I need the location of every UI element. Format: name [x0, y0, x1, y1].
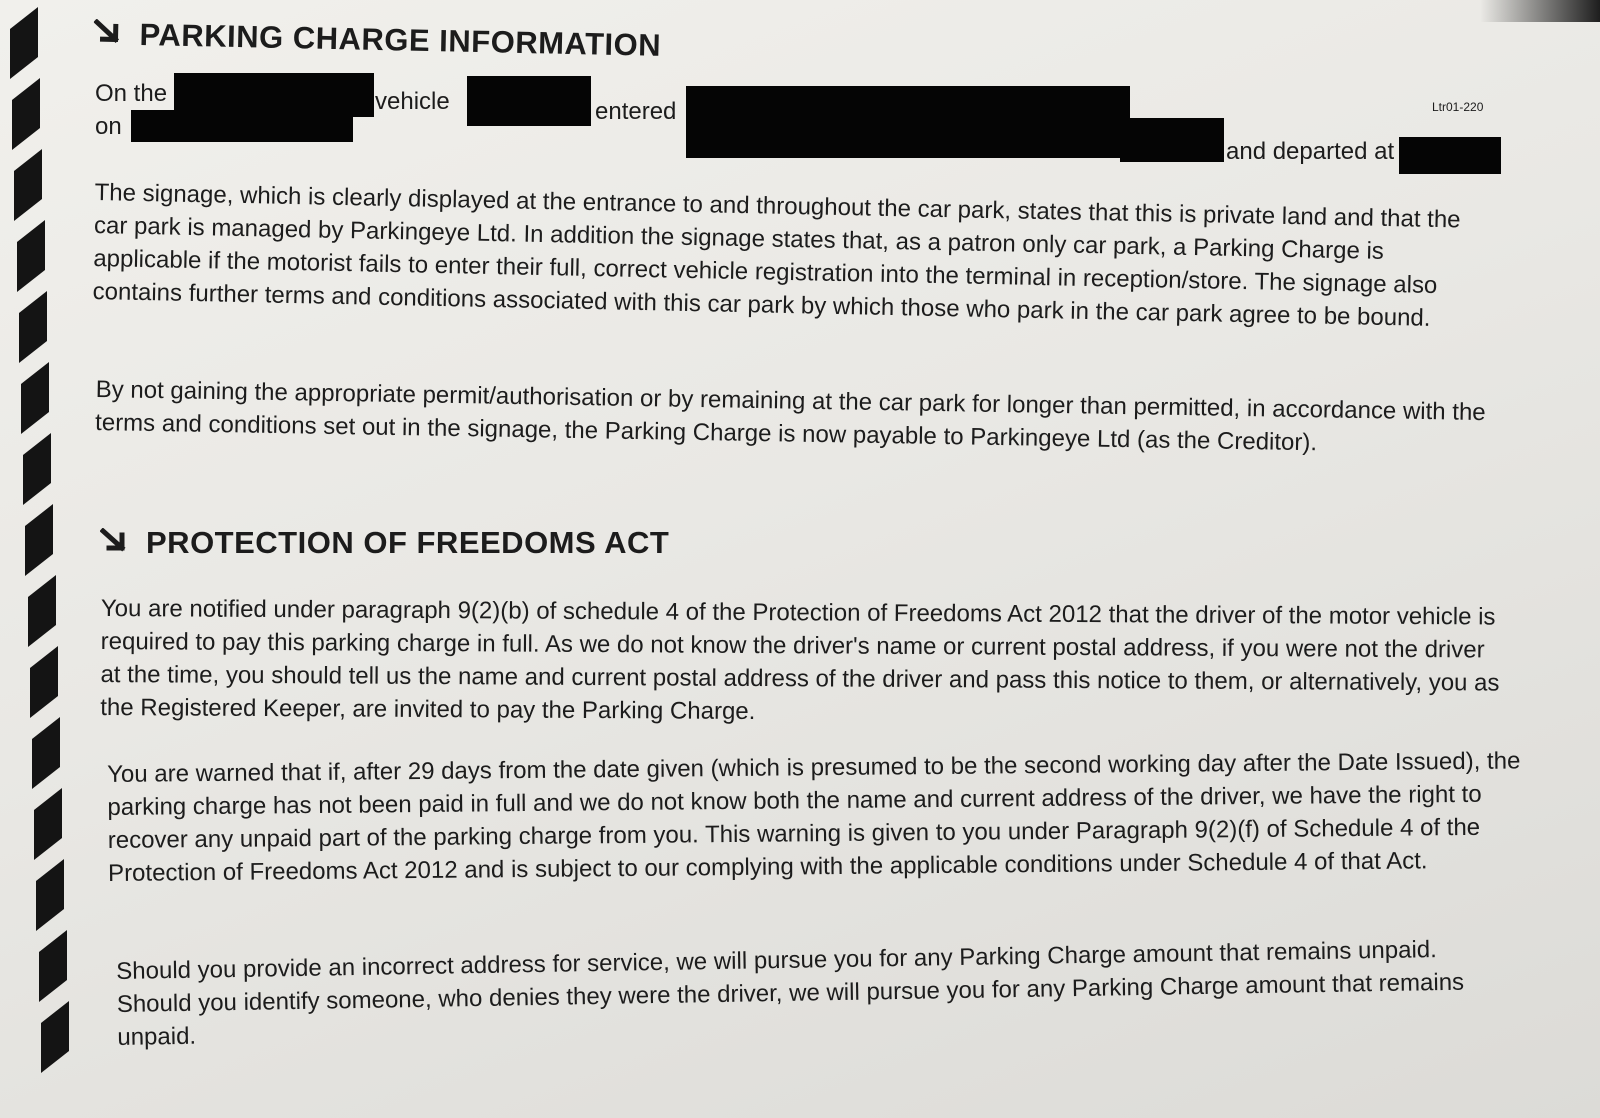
page-edge-shadow: [1480, 0, 1600, 22]
redacted-entry-time: [1120, 118, 1224, 162]
intro-and-departed-at: and departed at: [1226, 138, 1395, 165]
arrow-down-right-icon: [93, 19, 128, 48]
hazard-stripe: [34, 788, 62, 860]
hazard-stripe: [25, 504, 53, 576]
parking-charge-heading: [93, 16, 661, 64]
protection-of-freedoms-heading: [100, 525, 669, 561]
intro-on-the: On the: [95, 80, 168, 107]
redacted-departure-time: [1399, 137, 1501, 174]
redacted-entry-date: [131, 110, 353, 142]
hazard-stripe: [39, 930, 67, 1002]
hazard-stripe: [28, 575, 56, 647]
intro-entered: entered: [595, 98, 677, 125]
hazard-stripe-border: [6, 10, 86, 1118]
keeper-liability-warning-paragraph: You are warned that if, after 29 days from the date given (which is presumed to be the second working day after the Date Issued), the parking charge has not been paid in full and we do not know both the name and current address of the driver, we have the right to recover any unpaid part of the parking charge from you. This warning is given to you under Paragraph 9(2)(f) of Schedule 4 of the Protection of Freedoms Act 2012 and is subject to our complying with the applicable conditions under Schedule 4 of that Act.: [107, 747, 1521, 887]
section-heading-text: PROTECTION OF FREEDOMS ACT: [146, 525, 670, 560]
hazard-stripe: [36, 859, 64, 931]
hazard-stripe: [32, 717, 60, 789]
charge-payable-paragraph: By not gaining the appropriate permit/authorisation or by remaining at the car park for longer than permitted, in accordance with the terms and conditions set out in the signage, the Parking Charge is now payable to Parkingeye Ltd (as the Creditor).: [94, 375, 1486, 457]
hazard-stripe: [17, 220, 45, 292]
redacted-vehicle-registration: [467, 76, 591, 126]
hazard-stripe: [12, 78, 40, 150]
hazard-stripe: [30, 646, 58, 718]
incorrect-address-paragraph: Should you provide an incorrect address for service, we will pursue you for any Parking Charge amount that remains unpaid. Should you identify someone, who denies they were the driver, we will pursue you for any Parking Charge amount that remains unpaid.: [116, 936, 1465, 1051]
redacted-car-park-location: [686, 86, 1130, 158]
letter-reference-code: Ltr01-220: [1432, 100, 1484, 114]
section-heading-text: PARKING CHARGE INFORMATION: [139, 16, 662, 63]
hazard-stripe: [21, 362, 49, 434]
hazard-stripe: [23, 433, 51, 505]
hazard-stripe: [14, 149, 42, 221]
intro-vehicle: vehicle: [375, 88, 450, 115]
hazard-stripe: [10, 7, 38, 79]
hazard-stripe: [19, 291, 47, 363]
signage-paragraph: The signage, which is clearly displayed at the entrance to and throughout the car park, states that this is private land and that the car park is managed by Parkingeye Ltd. In addition the signage states that, as a patron only car park, a Parking Charge is applicable if the motorist fails to enter their full, correct vehicle registration into the terminal in reception/store. The signage also contains further terms and conditions associated with this car park by which those who park in the car park agree to be bound.: [92, 178, 1461, 332]
intro-on: on: [95, 113, 122, 140]
arrow-down-right-icon: [100, 528, 134, 556]
hazard-stripe: [41, 1001, 69, 1073]
notice-to-keeper-paragraph: You are notified under paragraph 9(2)(b) of schedule 4 of the Protection of Freedoms Act 2012 that the driver of the motor vehicle is required to pay this parking charge in full. As we do not know the driver's name or current postal address, if you were not the driver at the time, you should tell us the name and current postal address of the driver and pass this notice to them, or alternatively, you as the Registered Keeper, are invited to pay the Parking Charge.: [100, 594, 1500, 725]
